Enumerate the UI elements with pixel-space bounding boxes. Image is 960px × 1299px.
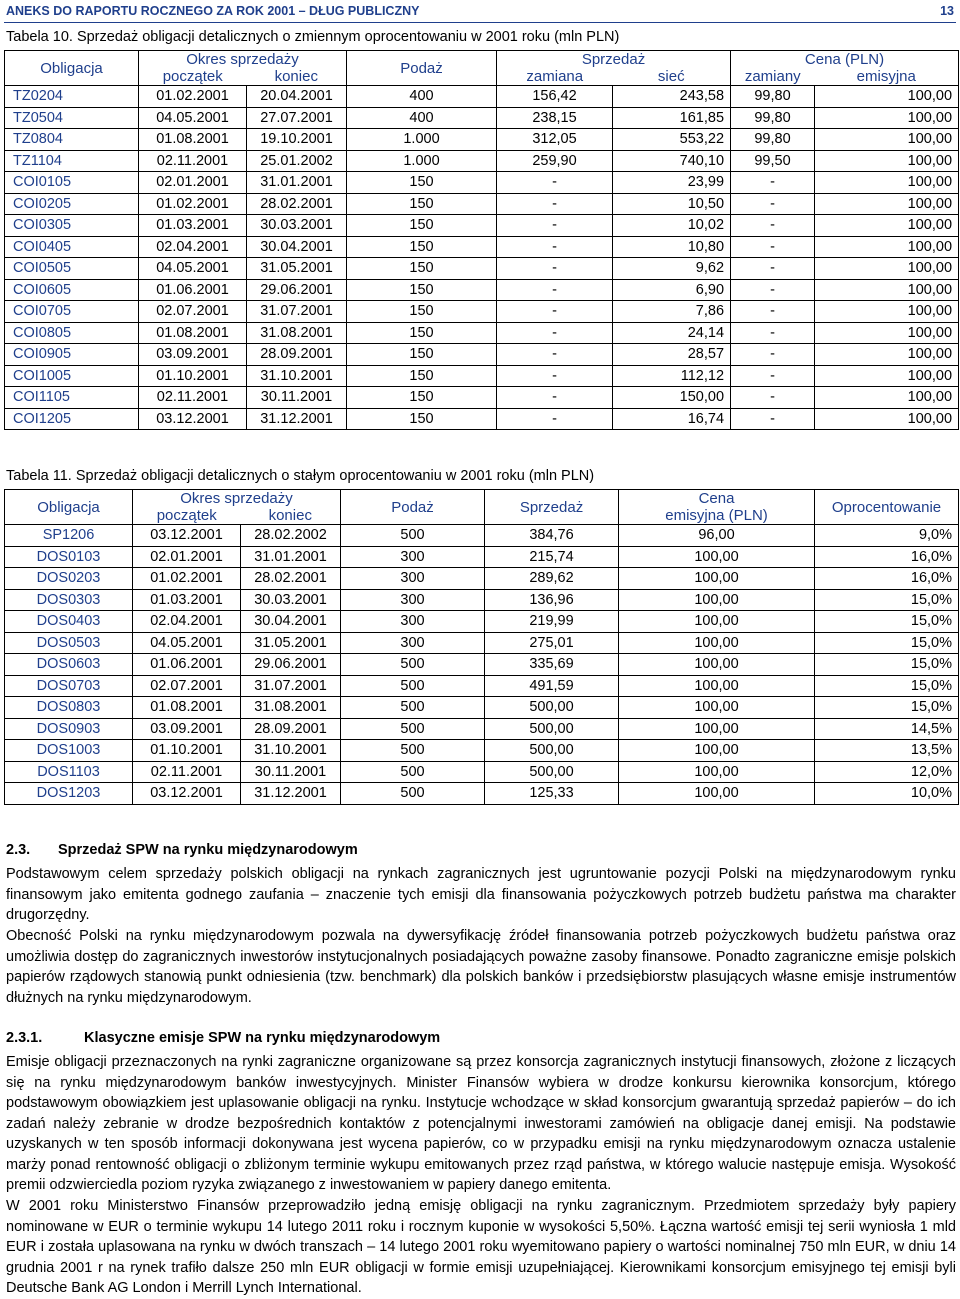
section-2-3-heading [6,842,358,858]
cell-obligacja: COI0205 [5,193,139,215]
cell-cena-emisyjna: 100,00 [815,107,959,129]
cell-sprzedaz: 500,00 [485,718,619,740]
cell-koniec: 30.04.2001 [241,611,341,633]
table-row [5,150,959,172]
cell-koniec: 30.11.2001 [241,761,341,783]
table-row [5,236,959,258]
cell-cena-emisyjna: 100,00 [619,761,815,783]
cell-obligacja: SP1206 [5,525,133,547]
cell-podaz: 500 [341,525,485,547]
cell-cena-zamiany: 99,80 [731,107,815,129]
cell-cena-emisyjna: 100,00 [619,568,815,590]
cell-siec: 16,74 [613,408,731,430]
cell-poczatek: 01.06.2001 [133,654,241,676]
section-title: Klasyczne emisje SPW na rynku międzynarodowym [84,1030,441,1046]
cell-obligacja: COI0405 [5,236,139,258]
cell-obligacja: DOS0903 [5,718,133,740]
table-row [5,525,959,547]
cell-podaz: 1.000 [347,129,497,151]
table-row [5,322,959,344]
cell-poczatek: 04.05.2001 [139,107,247,129]
cell-zamiana: - [497,215,613,237]
cell-poczatek: 03.12.2001 [133,525,241,547]
cell-obligacja: TZ1104 [5,150,139,172]
cell-podaz: 150 [347,236,497,258]
cell-cena-emisyjna: 100,00 [815,236,959,258]
cell-cena-zamiany: 99,80 [731,129,815,151]
cell-koniec: 28.02.2001 [247,193,347,215]
cell-cena-zamiany: 99,80 [731,86,815,108]
cell-podaz: 150 [347,301,497,323]
cell-poczatek: 01.08.2001 [139,129,247,151]
table-row [5,697,959,719]
cell-siec: 10,50 [613,193,731,215]
cell-oprocentowanie: 10,0% [815,783,959,805]
cell-cena-emisyjna: 100,00 [619,697,815,719]
cell-zamiana: - [497,258,613,280]
section-number: 2.3. [6,842,31,858]
cell-koniec: 31.12.2001 [247,408,347,430]
t10-header-obligacja: Obligacja [5,51,139,86]
cell-obligacja: TZ0804 [5,129,139,151]
cell-sprzedaz: 136,96 [485,589,619,611]
cell-zamiana: - [497,236,613,258]
cell-obligacja: COI0905 [5,344,139,366]
cell-obligacja: DOS0803 [5,697,133,719]
cell-siec: 23,99 [613,172,731,194]
t10-header-koniec: koniec [247,68,347,86]
cell-koniec: 31.05.2001 [247,258,347,280]
cell-podaz: 500 [341,697,485,719]
cell-cena-emisyjna: 100,00 [815,150,959,172]
table-row [5,654,959,676]
cell-zamiana: - [497,301,613,323]
cell-siec: 243,58 [613,86,731,108]
cell-siec: 10,02 [613,215,731,237]
cell-cena-emisyjna: 100,00 [815,172,959,194]
cell-podaz: 300 [341,568,485,590]
table-row [5,589,959,611]
cell-cena-emisyjna: 100,00 [815,344,959,366]
cell-cena-emisyjna: 100,00 [619,632,815,654]
cell-koniec: 31.12.2001 [241,783,341,805]
t11-header-poczatek: początek [133,507,241,525]
cell-cena-emisyjna: 100,00 [815,365,959,387]
cell-cena-emisyjna: 100,00 [619,611,815,633]
cell-koniec: 31.07.2001 [247,301,347,323]
cell-cena-zamiany: - [731,408,815,430]
cell-podaz: 500 [341,718,485,740]
cell-obligacja: COI1005 [5,365,139,387]
t10-header-zamiana: zamiana [497,68,613,86]
table11-caption: Tabela 11. Sprzedaż obligacji detalicznych o stałym oprocentowaniu w 2001 roku (mln PLN) [6,468,595,484]
cell-siec: 28,57 [613,344,731,366]
cell-zamiana: 238,15 [497,107,613,129]
cell-oprocentowanie: 15,0% [815,697,959,719]
cell-sprzedaz: 289,62 [485,568,619,590]
cell-cena-emisyjna: 100,00 [815,408,959,430]
cell-zamiana: - [497,172,613,194]
t11-header-koniec: koniec [241,507,341,525]
cell-podaz: 500 [341,654,485,676]
cell-podaz: 400 [347,86,497,108]
cell-poczatek: 01.03.2001 [133,589,241,611]
cell-podaz: 150 [347,344,497,366]
cell-poczatek: 01.10.2001 [133,740,241,762]
table11 [4,489,959,805]
table-row [5,365,959,387]
cell-oprocentowanie: 15,0% [815,589,959,611]
cell-sprzedaz: 500,00 [485,740,619,762]
cell-obligacja: DOS0603 [5,654,133,676]
cell-siec: 553,22 [613,129,731,151]
cell-obligacja: DOS0503 [5,632,133,654]
table-row [5,172,959,194]
cell-cena-emisyjna: 100,00 [815,322,959,344]
cell-poczatek: 01.02.2001 [139,193,247,215]
t10-header-sprzedaz: Sprzedaż [497,51,731,69]
cell-koniec: 31.01.2001 [247,172,347,194]
cell-koniec: 28.09.2001 [241,718,341,740]
cell-podaz: 300 [341,632,485,654]
cell-koniec: 20.04.2001 [247,86,347,108]
cell-zamiana: 156,42 [497,86,613,108]
cell-oprocentowanie: 15,0% [815,632,959,654]
cell-cena-emisyjna: 100,00 [815,387,959,409]
cell-cena-emisyjna: 100,00 [619,740,815,762]
cell-sprzedaz: 500,00 [485,761,619,783]
cell-zamiana: - [497,344,613,366]
cell-sprzedaz: 219,99 [485,611,619,633]
cell-obligacja: DOS0203 [5,568,133,590]
cell-obligacja: COI1105 [5,387,139,409]
cell-cena-emisyjna: 100,00 [815,215,959,237]
cell-cena-zamiany: - [731,301,815,323]
cell-siec: 7,86 [613,301,731,323]
t11-header-emisyjna: emisyjna (PLN) [619,507,815,525]
table-row [5,129,959,151]
cell-sprzedaz: 384,76 [485,525,619,547]
page-number: 13 [940,4,954,18]
cell-poczatek: 01.06.2001 [139,279,247,301]
cell-cena-emisyjna: 100,00 [815,258,959,280]
cell-koniec: 28.02.2001 [241,568,341,590]
cell-oprocentowanie: 15,0% [815,654,959,676]
cell-cena-emisyjna: 100,00 [619,589,815,611]
cell-cena-zamiany: - [731,236,815,258]
t11-header-cena: Cena [619,490,815,508]
cell-sprzedaz: 275,01 [485,632,619,654]
cell-obligacja: DOS0403 [5,611,133,633]
cell-cena-emisyjna: 100,00 [619,546,815,568]
cell-koniec: 29.06.2001 [241,654,341,676]
cell-koniec: 19.10.2001 [247,129,347,151]
t10-header-okres: Okres sprzedaży [139,51,347,69]
cell-sprzedaz: 335,69 [485,654,619,676]
cell-cena-zamiany: - [731,365,815,387]
cell-obligacja: COI0105 [5,172,139,194]
cell-obligacja: COI0305 [5,215,139,237]
table-row [5,258,959,280]
cell-sprzedaz: 491,59 [485,675,619,697]
cell-koniec: 30.03.2001 [247,215,347,237]
cell-sprzedaz: 500,00 [485,697,619,719]
section-number: 2.3.1. [6,1030,43,1046]
t10-header-cena: Cena (PLN) [731,51,959,69]
table-row [5,279,959,301]
table-row [5,675,959,697]
table10 [4,50,959,430]
cell-zamiana: 259,90 [497,150,613,172]
cell-podaz: 500 [341,783,485,805]
cell-oprocentowanie: 16,0% [815,546,959,568]
section-2-3-paragraph-2: Obecność Polski na rynku międzynarodowym pozwala na dywersyfikację źródeł finansowania potrzeb pożyczkowych budżetu państwa oraz umożliwia dostęp do zagranicznych inwestorów instytucjonalnych posiadających poważne zasoby finansowe. Ponadto zagraniczne emisje polskich papierów rządowych stanowią punkt odniesienia (tzw. benchmark) dla polskich banków i przedsiębiorstw plasujących własne emisje instrumentów dłużnych na rynku międzynarodowym. [6,928,956,1006]
table-row [5,193,959,215]
cell-zamiana: - [497,365,613,387]
cell-siec: 9,62 [613,258,731,280]
table-row [5,632,959,654]
cell-oprocentowanie: 13,5% [815,740,959,762]
cell-poczatek: 03.12.2001 [133,783,241,805]
cell-podaz: 300 [341,546,485,568]
cell-obligacja: DOS0703 [5,675,133,697]
t11-header-sprzedaz: Sprzedaż [485,490,619,525]
table11-body [5,525,959,805]
cell-poczatek: 01.08.2001 [133,697,241,719]
cell-cena-zamiany: - [731,215,815,237]
section-2-3-paragraph-1: Podstawowym celem sprzedaży polskich obligacji na rynkach zagranicznych jest ugruntowanie pozycji Polski na międzynarodowym rynku finansowym jako emitenta godnego zaufania – znaczenie tych emisji dla finansowania pożyczkowych potrzeb budżetu państwa ma charakter drugorzędny. [6,866,956,923]
cell-cena-emisyjna: 100,00 [619,783,815,805]
cell-oprocentowanie: 15,0% [815,611,959,633]
cell-podaz: 150 [347,215,497,237]
cell-cena-emisyjna: 100,00 [815,279,959,301]
cell-koniec: 28.09.2001 [247,344,347,366]
t11-header-obligacja: Obligacja [5,490,133,525]
cell-podaz: 500 [341,761,485,783]
table-row [5,718,959,740]
cell-cena-zamiany: - [731,193,815,215]
cell-obligacja: DOS1103 [5,761,133,783]
cell-koniec: 31.10.2001 [241,740,341,762]
cell-poczatek: 02.04.2001 [139,236,247,258]
t10-header-emisyjna: emisyjna [815,68,959,86]
cell-cena-zamiany: - [731,322,815,344]
cell-podaz: 150 [347,258,497,280]
cell-zamiana: - [497,193,613,215]
cell-koniec: 30.11.2001 [247,387,347,409]
cell-siec: 150,00 [613,387,731,409]
table-row [5,783,959,805]
cell-cena-emisyjna: 100,00 [619,718,815,740]
cell-podaz: 300 [341,589,485,611]
cell-obligacja: COI1205 [5,408,139,430]
cell-zamiana: - [497,322,613,344]
cell-oprocentowanie: 12,0% [815,761,959,783]
table10-caption: Tabela 10. Sprzedaż obligacji detalicznych o zmiennym oprocentowaniu w 2001 roku (mln PLN) [6,29,620,45]
cell-poczatek: 01.02.2001 [139,86,247,108]
cell-obligacja: COI0505 [5,258,139,280]
cell-siec: 740,10 [613,150,731,172]
cell-oprocentowanie: 16,0% [815,568,959,590]
table-row [5,611,959,633]
cell-siec: 10,80 [613,236,731,258]
cell-podaz: 300 [341,611,485,633]
cell-sprzedaz: 125,33 [485,783,619,805]
section-2-3-1-paragraph-2: W 2001 roku Ministerstwo Finansów przeprowadziło jedną emisję obligacji na rynku zagranicznym. Przedmiotem sprzedaży były papiery nominowane w EUR o terminie wykupu 14 lutego 2011 roku i rocznym kuponie w wysokości 5,50%. Łączna wartość emisji tej serii wyniosła 1 mld EUR i została uplasowana na rynku w dwóch transzach – 14 lutego 2001 roku wyemitowano papiery o wartości nominalnej 750 mln EUR, w dniu 14 grudnia 2001 r na rynek trafiło dalsze 250 mln EUR obligacji w formie emisji uzupełniającej. Kierownikami konsorcjum emisyjnego tej emisji byli Deutsche Bank AG London i Merrill Lynch International. [6,1198,956,1296]
cell-cena-emisyjna: 100,00 [619,675,815,697]
cell-cena-emisyjna: 100,00 [815,301,959,323]
cell-obligacja: TZ0504 [5,107,139,129]
cell-poczatek: 04.05.2001 [133,632,241,654]
cell-koniec: 30.03.2001 [241,589,341,611]
table-row [5,107,959,129]
cell-siec: 24,14 [613,322,731,344]
cell-obligacja: TZ0204 [5,86,139,108]
cell-cena-zamiany: - [731,279,815,301]
cell-koniec: 30.04.2001 [247,236,347,258]
cell-poczatek: 02.04.2001 [133,611,241,633]
cell-cena-zamiany: - [731,344,815,366]
cell-zamiana: - [497,387,613,409]
cell-zamiana: - [497,279,613,301]
cell-cena-zamiany: 99,50 [731,150,815,172]
table-row [5,740,959,762]
cell-poczatek: 01.02.2001 [133,568,241,590]
cell-poczatek: 03.09.2001 [133,718,241,740]
cell-podaz: 150 [347,172,497,194]
cell-cena-emisyjna: 96,00 [619,525,815,547]
cell-podaz: 500 [341,740,485,762]
t10-header-zamiany: zamiany [731,68,815,86]
t10-header-siec: sieć [613,68,731,86]
table-row [5,387,959,409]
cell-koniec: 31.05.2001 [241,632,341,654]
cell-poczatek: 02.01.2001 [139,172,247,194]
cell-podaz: 150 [347,387,497,409]
table-row [5,344,959,366]
cell-obligacja: DOS0103 [5,546,133,568]
cell-siec: 112,12 [613,365,731,387]
table-row [5,86,959,108]
table-row [5,568,959,590]
cell-podaz: 150 [347,365,497,387]
cell-siec: 161,85 [613,107,731,129]
cell-cena-zamiany: - [731,172,815,194]
cell-poczatek: 03.12.2001 [139,408,247,430]
cell-podaz: 150 [347,193,497,215]
cell-koniec: 31.08.2001 [241,697,341,719]
cell-cena-zamiany: - [731,387,815,409]
t11-header-podaz: Podaż [341,490,485,525]
cell-podaz: 150 [347,408,497,430]
table-row [5,546,959,568]
cell-koniec: 31.07.2001 [241,675,341,697]
section-2-3-1-heading [6,1030,440,1046]
cell-sprzedaz: 215,74 [485,546,619,568]
section-2-3-1-paragraph-1: Emisje obligacji przeznaczonych na rynki zagraniczne organizowane są przez konsorcja zagranicznych instytucji finansowych, złożone z liczących się na rynku międzynarodowym banków inwestycyjnych. Minister Finansów wybiera w drodze konkursu kierownika konsorcjum, którego podstawowym obowiązkiem jest uplasowanie obligacji na rynku. Instytucje wchodzące w skład konsorcjum gwarantują sprzedaż papierów – do ich zadań należy zebranie w drodze bezpośrednich kontaktów z potencjalnymi inwestorami zamówień na obligacje danej emisji. Na podstawie uzyskanych w ten sposób informacji dokonywana jest wycena papierów, co w przypadku emisji na rynku międzynarodowym oznacza ustalenie marży ponad rentowność obligacji o zbliżonym terminie wykupu emitowanych przez rząd państwa, w którego walucie następuje emisja. Wysokość premii odzwierciedla poziom ryzyka związanego z inwestowaniem w papiery danego emitenta. [6,1054,956,1193]
t10-header-poczatek: początek [139,68,247,86]
cell-koniec: 31.08.2001 [247,322,347,344]
table-row [5,408,959,430]
cell-poczatek: 04.05.2001 [139,258,247,280]
cell-oprocentowanie: 15,0% [815,675,959,697]
cell-cena-emisyjna: 100,00 [815,193,959,215]
table-row [5,761,959,783]
cell-obligacja: DOS1203 [5,783,133,805]
cell-obligacja: COI0805 [5,322,139,344]
cell-koniec: 27.07.2001 [247,107,347,129]
cell-poczatek: 03.09.2001 [139,344,247,366]
cell-koniec: 28.02.2002 [241,525,341,547]
cell-podaz: 150 [347,279,497,301]
t11-header-okres: Okres sprzedaży [133,490,341,508]
cell-podaz: 1.000 [347,150,497,172]
cell-poczatek: 02.11.2001 [139,387,247,409]
cell-obligacja: DOS0303 [5,589,133,611]
page-header [4,2,956,23]
cell-poczatek: 01.03.2001 [139,215,247,237]
cell-obligacja: DOS1003 [5,740,133,762]
cell-cena-emisyjna: 100,00 [815,86,959,108]
cell-poczatek: 02.07.2001 [133,675,241,697]
cell-koniec: 25.01.2002 [247,150,347,172]
cell-poczatek: 02.11.2001 [133,761,241,783]
table10-body [5,86,959,430]
cell-poczatek: 02.07.2001 [139,301,247,323]
cell-poczatek: 01.08.2001 [139,322,247,344]
cell-cena-emisyjna: 100,00 [815,129,959,151]
table-row [5,215,959,237]
cell-koniec: 31.01.2001 [241,546,341,568]
cell-podaz: 400 [347,107,497,129]
report-title: ANEKS DO RAPORTU ROCZNEGO ZA ROK 2001 – DŁUG PUBLICZNY [6,4,420,18]
cell-poczatek: 01.10.2001 [139,365,247,387]
cell-koniec: 29.06.2001 [247,279,347,301]
cell-obligacja: COI0705 [5,301,139,323]
cell-podaz: 150 [347,322,497,344]
cell-siec: 6,90 [613,279,731,301]
cell-poczatek: 02.01.2001 [133,546,241,568]
section-title: Sprzedaż SPW na rynku międzynarodowym [58,842,358,858]
t10-header-podaz: Podaż [347,51,497,86]
table-row [5,301,959,323]
cell-zamiana: - [497,408,613,430]
cell-poczatek: 02.11.2001 [139,150,247,172]
cell-cena-emisyjna: 100,00 [619,654,815,676]
cell-koniec: 31.10.2001 [247,365,347,387]
cell-podaz: 500 [341,675,485,697]
cell-zamiana: 312,05 [497,129,613,151]
cell-cena-zamiany: - [731,258,815,280]
cell-oprocentowanie: 14,5% [815,718,959,740]
cell-obligacja: COI0605 [5,279,139,301]
cell-oprocentowanie: 9,0% [815,525,959,547]
t11-header-oprocentowanie: Oprocentowanie [815,490,959,525]
